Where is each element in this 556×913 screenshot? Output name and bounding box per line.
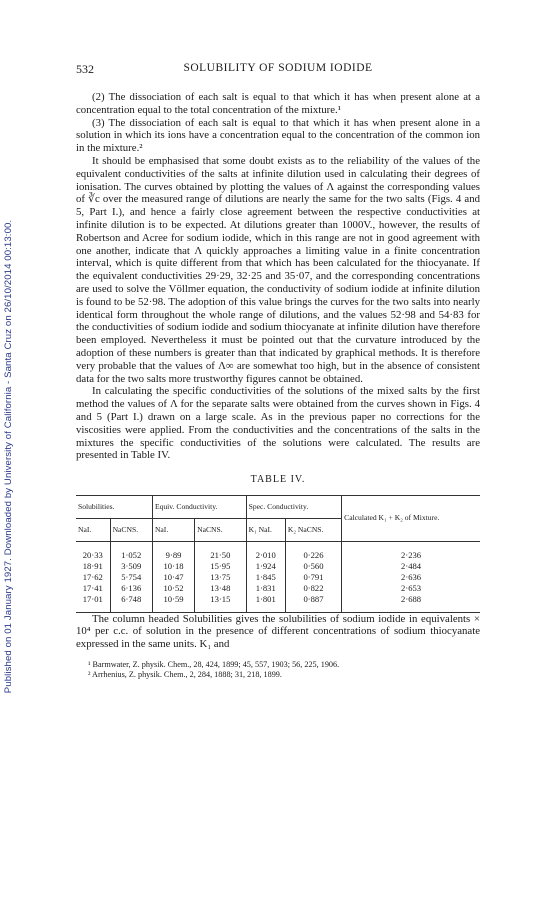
- paragraph: (2) The dissociation of each salt is equal to that which it has when present alone at a concentration equal to the total concentration of the mixture.¹: [76, 91, 480, 116]
- footnote: ² Arrhenius, Z. physik. Chem., 2, 284, 1888; 31, 218, 1899.: [88, 670, 282, 680]
- header-solubilities: Solubilities.: [76, 495, 152, 518]
- subheader-nacns: NaCNS.: [195, 518, 246, 541]
- download-watermark-text: Published on 01 January 1927. Downloaded by University of California - Santa Cruz on 26/10/2014 00:13:00.: [3, 219, 15, 694]
- header-spec-conductivity: Spec. Conductivity.: [246, 495, 342, 518]
- header-equiv-conductivity: Equiv. Conductivity.: [152, 495, 246, 518]
- table-caption: TABLE IV.: [250, 474, 306, 486]
- page: [76, 62, 480, 680]
- paragraph: It should be emphasised that some doubt exists as to the reliability of the values of the equivalent conductivities of the salts at infinite dilution used in calculating their degrees of ionisation. The curves obtained by plotting the values of Λ against the corresponding values of ∛c over the measured range of dilutions are nearly the same for the two salts (Figs. 4 and 5, Part I.), and hence a fairly close agreement between the respective conductivities at infinite dilution is to be expected. At dilutions greater than 1000V., however, the results of Robertson and Acree for sodium iodide, which in this range are not in good agreement with one another, indicate that Λ quickly approaches a limiting value in a finite concentration interval, which is quite different from that which has been calculated for the thiocyanate. If the equivalent conductivities 29·29, 32·25 and 35·07, and the corresponding concentrations are used to solve the Völlmer equation, the conductivity of sodium iodide at infinite dilution is found to be 52·98. The adoption of this value brings the curves for the two salts into nearly identical form throughout the whole range of dilutions, and the values 52·98 and 54·83 for the conductivities of sodium iodide and sodium thiocyanate at infinite dilution have therefore been employed. Nevertheless it must be pointed out that the curvature introduced by the adoption of these numbers is greater than that indicated by graphical methods. It is therefore very probable that the values of Λ∞ are somewhat too high, but in the absence of consistent data for the two salts more trustworthy figures cannot be obtained.: [76, 154, 480, 385]
- header-calculated: Calculated K₁ + K₂ of Mixture.: [342, 495, 480, 541]
- paragraph: The column headed Solubilities gives the solubilities of sodium iodide in equivalents × 10⁴ per c.c. of solution in the presence of different concentrations of sodium thiocyanate expressed in the same units. K₁ and: [76, 612, 480, 651]
- footnotes: [76, 660, 480, 680]
- subheader-nai: NaI.: [152, 518, 194, 541]
- running-header: [76, 62, 480, 78]
- subheader-nacns: NaCNS.: [110, 518, 152, 541]
- running-title: SOLUBILITY OF SODIUM IODIDE: [183, 62, 373, 74]
- subheader-k1-nai: K₁ NaI.: [246, 518, 285, 541]
- paragraph: (3) The dissociation of each salt is equal to that which it has when present alone in a solution in which its ions have a concentration equal to the concentration of the common ion in the mixture.²: [76, 116, 480, 155]
- table-row: 17·01 6·748 10·59 13·15 1·801 0·887 2·688: [76, 594, 480, 613]
- table-row: 17·62 5·754 10·47 13·75 1·845 0·791 2·636: [76, 572, 480, 583]
- body-text: [76, 91, 480, 651]
- download-watermark: [2, 0, 16, 913]
- page-number: 532: [76, 62, 94, 76]
- paragraph: In calculating the specific conductivities of the solutions of the mixed salts by the first method the values of Λ for the separate salts were obtained from the curves shown in Figs. 4 and 5 (Part I.) drawn on a large scale. As in the previous paper no corrections for the viscosities were applied. From the conductivities and the concentrations of the salts in the mixtures the specific conductivities of the solutions were calculated. The results are presented in Table IV.: [76, 385, 480, 462]
- table-row: 17·41 6·136 10·52 13·48 1·831 0·822 2·653: [76, 583, 480, 594]
- solubility-table: [76, 495, 480, 613]
- table-row: 18·91 3·509 10·18 15·95 1·924 0·560 2·484: [76, 561, 480, 572]
- subheader-k2-nacns: K₂ NaCNS.: [285, 518, 341, 541]
- footnote: ¹ Barmwater, Z. physik. Chem., 28, 424, 1899; 45, 557, 1903; 56, 225, 1906.: [88, 659, 340, 669]
- table-row: 20·33 1·052 9·89 21·50 2·010 0·226 2·236: [76, 541, 480, 561]
- subheader-nai: NaI.: [76, 518, 110, 541]
